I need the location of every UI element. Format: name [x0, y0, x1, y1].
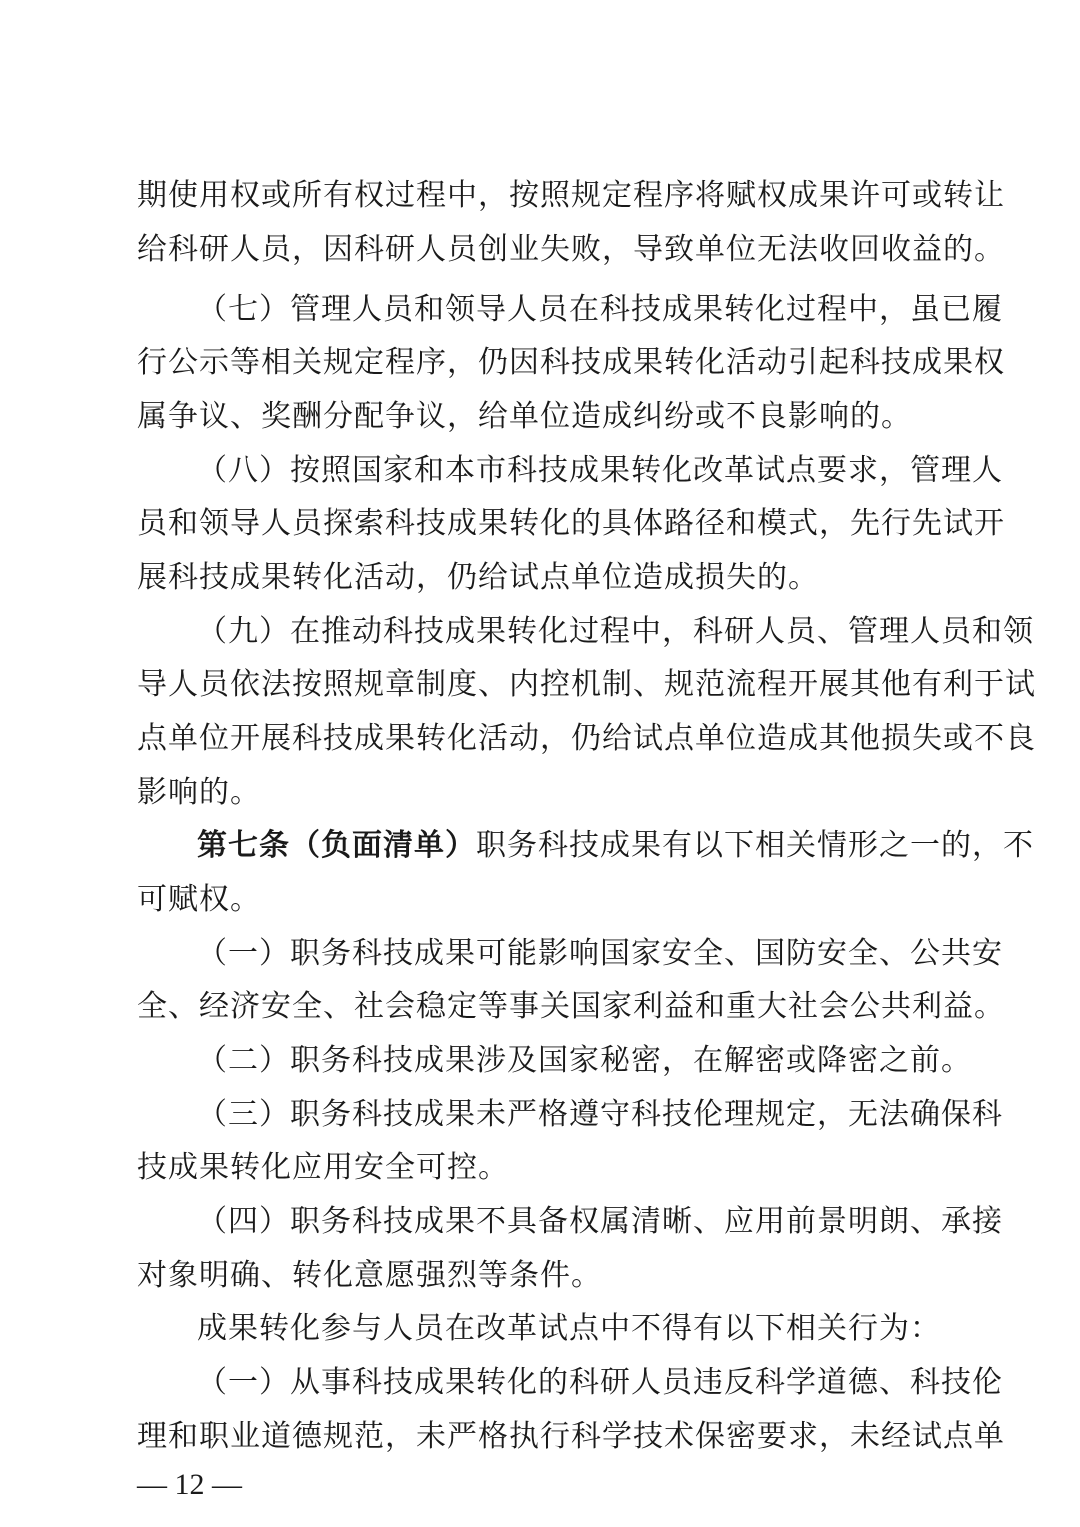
page-number: — 12 —: [137, 1468, 242, 1501]
paragraph-line: （三）职务科技成果未严格遵守科技伦理规定，无法确保科: [197, 1097, 1003, 1132]
paragraph-line: （八）按照国家和本市科技成果转化改革试点要求，管理人: [197, 453, 1003, 488]
paragraph-line: 对象明确、转化意愿强烈等条件。: [137, 1258, 602, 1293]
paragraph-line: （一）从事科技成果转化的科研人员违反科学道德、科技伦: [197, 1365, 1003, 1400]
paragraph-line: （九）在推动科技成果转化过程中，科研人员、管理人员和领: [197, 614, 1034, 649]
paragraph-line: 可赋权。: [137, 882, 261, 917]
paragraph-line: 成果转化参与人员在改革试点中不得有以下相关行为：: [197, 1311, 941, 1346]
paragraph-line: 理和职业道德规范，未严格执行科学技术保密要求，未经试点单: [137, 1419, 1005, 1454]
paragraph-line: 给科研人员，因科研人员创业失败，导致单位无法收回收益的。: [137, 232, 1005, 267]
paragraph-line: 点单位开展科技成果转化活动，仍给试点单位造成其他损失或不良: [137, 721, 1036, 756]
paragraph-line: 行公示等相关规定程序，仍因科技成果转化活动引起科技成果权: [137, 345, 1005, 380]
article-heading-line: [197, 826, 1034, 866]
paragraph-line: （二）职务科技成果涉及国家秘密，在解密或降密之前。: [197, 1043, 972, 1078]
paragraph-line: 技成果转化应用安全可控。: [137, 1150, 509, 1185]
paragraph-line: （七）管理人员和领导人员在科技成果转化过程中，虽已履: [197, 292, 1003, 327]
article-heading: 第七条（负面清单）: [197, 828, 476, 863]
paragraph-line: 期使用权或所有权过程中，按照规定程序将赋权成果许可或转让: [137, 178, 1005, 213]
paragraph-line: （一）职务科技成果可能影响国家安全、国防安全、公共安: [197, 936, 1003, 971]
paragraph-line: 影响的。: [137, 775, 261, 810]
paragraph-line: 属争议、奖酬分配争议，给单位造成纠纷或不良影响的。: [137, 399, 912, 434]
paragraph-line: 导人员依法按照规章制度、内控机制、规范流程开展其他有利于试: [137, 667, 1036, 702]
paragraph-line: 全、经济安全、社会稳定等事关国家利益和重大社会公共利益。: [137, 989, 1005, 1024]
paragraph-line: （四）职务科技成果不具备权属清晰、应用前景明朗、承接: [197, 1204, 1003, 1239]
article-heading-text: 职务科技成果有以下相关情形之一的，不: [476, 828, 1034, 863]
paragraph-line: 员和领导人员探索科技成果转化的具体路径和模式，先行先试开: [137, 506, 1005, 541]
paragraph-line: 展科技成果转化活动，仍给试点单位造成损失的。: [137, 560, 819, 595]
